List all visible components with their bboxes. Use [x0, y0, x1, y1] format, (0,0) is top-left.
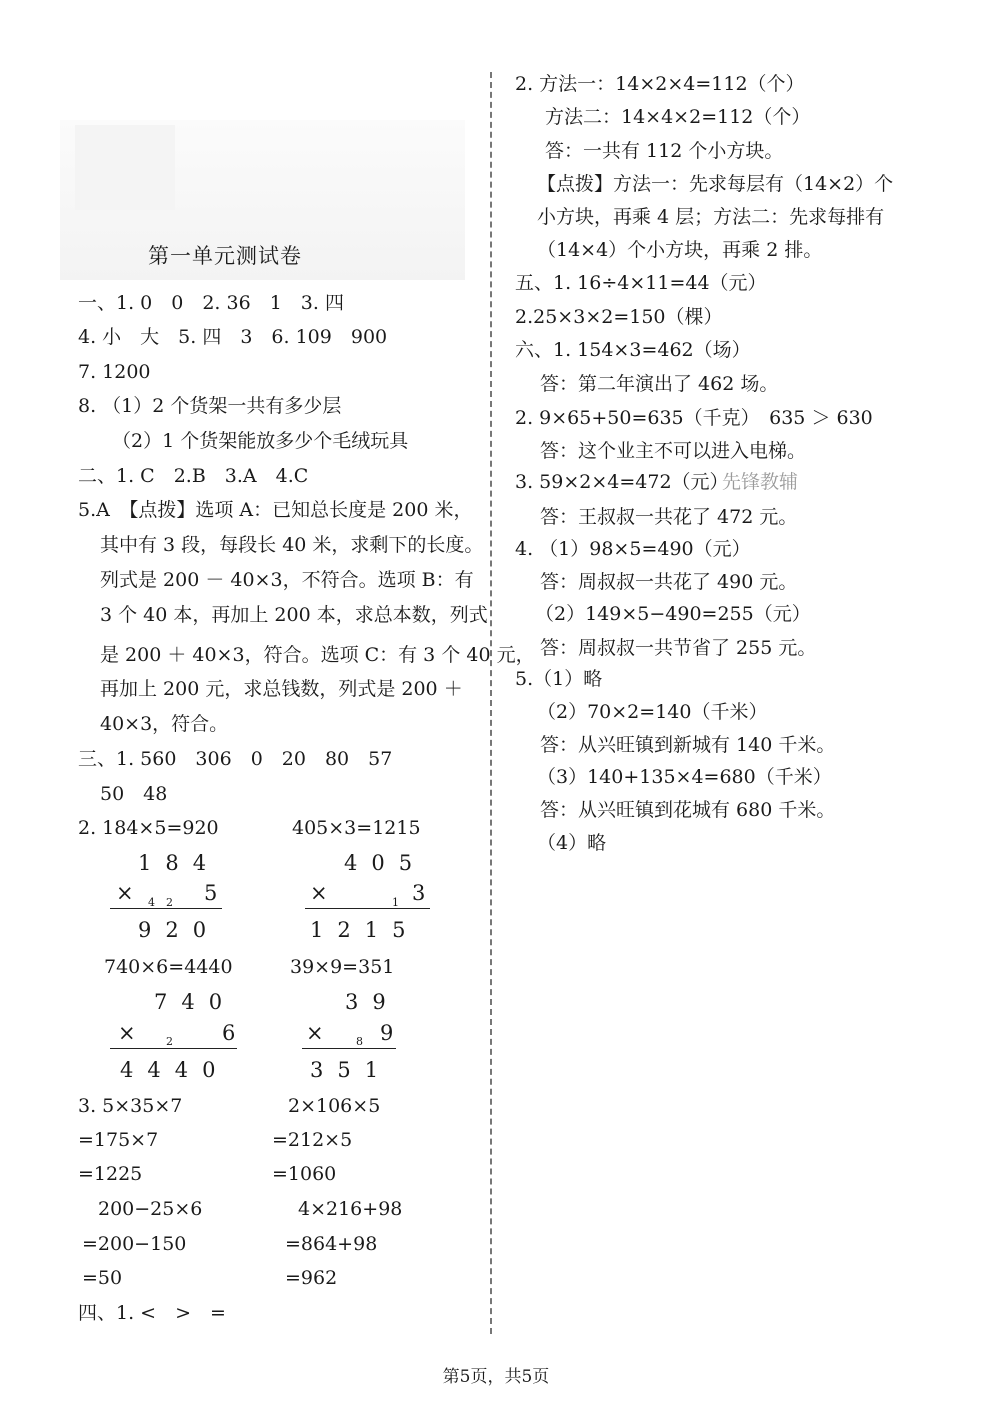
answer-line: 405×3=1215	[292, 817, 421, 839]
vertical-result: 4440	[120, 1058, 230, 1082]
answer-line: 8. （1）2 个货架一共有多少层	[78, 395, 342, 417]
vertical-result: 1215	[310, 918, 420, 942]
vertical-rule	[302, 1048, 396, 1049]
answer-line: 7. 1200	[78, 361, 151, 383]
answer-line: 2. 184×5=920	[78, 817, 219, 839]
answer-line: =1225	[78, 1163, 143, 1185]
page-footer: 第5页，共5页	[442, 1367, 550, 1387]
answer-line: 200−25×6	[98, 1198, 203, 1220]
vertical-multiplier: 9	[380, 1021, 394, 1045]
answer-line: 5.A 【点拨】选项 A：已知总长度是 200 米，	[78, 499, 473, 521]
vertical-top-number: 740	[154, 990, 237, 1014]
vertical-multiplier: 3	[412, 881, 426, 905]
answer-line: 2.25×3×2=150（棵）	[515, 306, 723, 328]
answer-line: 40×3，符合。	[100, 713, 229, 735]
answer-line: 答：从兴旺镇到花城有 680 千米。	[540, 799, 836, 821]
answer-line: 答：这个业主不可以进入电梯。	[540, 440, 807, 462]
answer-line: 2×106×5	[288, 1095, 381, 1117]
answer-line: 4. 小 大 5. 四 3 6. 109 900	[78, 326, 388, 348]
answer-line: 二、1. C 2.B 3.A 4.C	[78, 465, 309, 487]
answer-line: 答：王叔叔一共花了 472 元。	[540, 506, 798, 528]
answer-line: 3. 5×35×7	[78, 1095, 183, 1117]
answer-line: =50	[82, 1267, 123, 1289]
answer-line: 列式是 200 － 40×3，不符合。选项 B：有	[100, 569, 474, 591]
answer-line: （2）70×2=140（千米）	[537, 701, 768, 723]
watermark-text: 先锋教辅	[722, 471, 799, 493]
answer-line: =175×7	[78, 1129, 159, 1151]
answer-line: （2）149×5−490=255（元）	[535, 603, 811, 625]
answer-line: 六、1. 154×3=462（场）	[515, 339, 751, 361]
answer-line: （2）1 个货架能放多少个毛绒玩具	[112, 430, 409, 452]
answer-line: =200−150	[82, 1233, 187, 1255]
answer-line: 【点拨】方法一：先求每层有（14×2）个	[537, 173, 894, 195]
answer-line: 其中有 3 段，每段长 40 米，求剩下的长度。	[100, 534, 484, 556]
answer-line: 一、1. 0 0 2. 36 1 3. 四	[78, 292, 344, 314]
answer-line: 740×6=4440	[104, 956, 233, 978]
answer-line: 2. 方法一：14×2×4=112（个）	[515, 73, 805, 95]
answer-line: 五、1. 16÷4×11=44（元）	[515, 272, 767, 294]
answer-line: 50 48	[100, 783, 168, 805]
carry-digits: 8	[356, 1035, 363, 1048]
answer-line: 39×9=351	[290, 956, 395, 978]
answer-line: 再加上 200 元，求总钱数，列式是 200 ＋	[100, 678, 463, 700]
answer-line: 方法二：14×4×2=112（个）	[545, 106, 811, 128]
answer-line: 三、1. 560 306 0 20 80 57	[78, 748, 393, 770]
vertical-multiplier: 6	[222, 1021, 236, 1045]
vertical-rule	[305, 908, 430, 909]
vertical-top-number: 39	[345, 990, 400, 1014]
answer-line: 答：周叔叔一共节省了 255 元。	[540, 637, 817, 659]
answer-line: （3）140+135×4=680（千米）	[537, 766, 832, 788]
answer-line: 答：周叔叔一共花了 490 元。	[540, 571, 798, 593]
carry-digits: 4 2	[148, 896, 173, 909]
answer-line: 4×216+98	[298, 1198, 403, 1220]
carry-digits: 2	[166, 1035, 173, 1048]
answer-line: 3 个 40 本，再加上 200 本，求总本数，列式	[100, 604, 488, 626]
page-title: 第一单元测试卷	[148, 244, 302, 268]
answer-line: 答：第二年演出了 462 场。	[540, 373, 779, 395]
vertical-rule	[110, 908, 222, 909]
answer-line: （4）略	[537, 832, 607, 854]
vertical-multiplier: 5	[204, 881, 218, 905]
answer-line: 答：从兴旺镇到新城有 140 千米。	[540, 734, 836, 756]
answer-line: =962	[285, 1267, 338, 1289]
vertical-top-number: 405	[344, 851, 427, 875]
answer-line: =864+98	[285, 1233, 378, 1255]
answer-line: （14×4）个小方块，再乘 2 排。	[537, 239, 823, 261]
times-sign: ×	[118, 1021, 136, 1045]
header-shade-block	[75, 125, 175, 210]
times-sign: ×	[116, 881, 134, 905]
answer-line: 是 200 ＋ 40×3，符合。选项 C：有 3 个 40 元，	[100, 644, 535, 666]
column-divider	[490, 72, 492, 1334]
answer-line: 3. 59×2×4=472（元）	[515, 471, 729, 493]
answer-line: 4. （1）98×5=490（元）	[515, 538, 751, 560]
answer-line: 2. 9×65+50=635（千克） 635 ＞ 630	[515, 407, 873, 429]
answer-line: =1060	[272, 1163, 337, 1185]
vertical-rule	[110, 1048, 237, 1049]
answer-line: =212×5	[272, 1129, 353, 1151]
vertical-result: 351	[310, 1058, 393, 1082]
vertical-top-number: 184	[138, 851, 221, 875]
vertical-result: 920	[138, 918, 221, 942]
answer-line: 四、1. < > =	[78, 1302, 226, 1324]
answer-line: 答：一共有 112 个小方块。	[545, 140, 784, 162]
answer-line: 小方块，再乘 4 层；方法二：先求每排有	[537, 206, 885, 228]
times-sign: ×	[306, 1021, 324, 1045]
carry-digits: 1	[392, 896, 399, 909]
answer-line: 5.（1）略	[515, 668, 603, 690]
times-sign: ×	[310, 881, 328, 905]
